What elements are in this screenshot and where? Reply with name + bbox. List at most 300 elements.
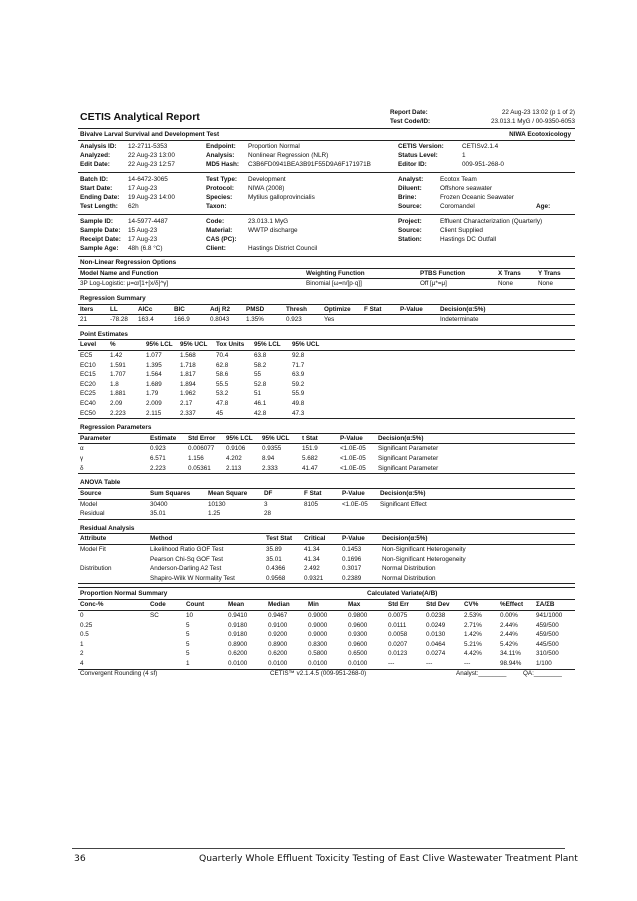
- table-cell: 0.9000: [308, 611, 328, 619]
- anova-body: [78, 499, 575, 519]
- proportion-summary-body: [78, 610, 575, 669]
- table-cell: 35.89: [266, 546, 282, 554]
- residual-analysis-header-row: [78, 534, 575, 545]
- table-cell: 6.571: [150, 455, 166, 463]
- analyzed-value: 22 Aug-23 13:00: [128, 152, 175, 159]
- table-cell: 459/500: [536, 631, 559, 639]
- table-row: [78, 630, 575, 640]
- table-cell: 2: [80, 650, 84, 658]
- table-cell: 0.9200: [268, 631, 288, 639]
- sample-age-value: 48h (6.8 °C): [128, 245, 163, 252]
- anova-col-header: Mean Square: [206, 488, 262, 499]
- table-cell: 41.34: [304, 546, 320, 554]
- report-title: CETIS Analytical Report: [80, 111, 200, 123]
- table-cell: None: [536, 279, 575, 290]
- regression-summary-col-header: Iters: [78, 304, 108, 315]
- table-cell: 0.0249: [426, 621, 446, 629]
- table-cell: Significant Parameter: [376, 464, 575, 474]
- regression-parameters-col-header: P-Value: [338, 433, 376, 444]
- table-cell: <1.0E-05: [340, 455, 366, 463]
- test-code-row: [390, 118, 575, 126]
- receipt-date-label: Receipt Date:: [80, 236, 121, 243]
- table-row: [78, 315, 575, 326]
- anova-col-header: Source: [78, 488, 148, 499]
- cetis-report: [78, 108, 575, 670]
- table-cell: EC25: [80, 390, 96, 398]
- nlr-options-col-header: Weighting Function: [304, 268, 418, 279]
- proportion-summary-col-header: %Effect: [498, 600, 534, 611]
- table-cell: 1.25: [206, 509, 262, 519]
- table-cell: 0.6500: [348, 650, 368, 658]
- table-cell: 2.223: [108, 409, 144, 419]
- table-cell: 63.9: [292, 371, 305, 379]
- test-type-value: Development: [248, 176, 286, 183]
- nlr-options-col-header: Y Trans: [536, 268, 575, 279]
- table-cell: [398, 315, 438, 326]
- qa-signoff: QA:________: [523, 670, 562, 677]
- table-cell: 445/500: [536, 640, 559, 648]
- table-cell: -78.28: [108, 315, 136, 326]
- table-cell: 310/500: [536, 650, 559, 658]
- table-row: [78, 380, 575, 390]
- residual-analysis-col-header: P-Value: [340, 534, 380, 545]
- table-cell: 5: [186, 621, 190, 629]
- table-cell: Model: [80, 500, 98, 508]
- nlr-options-col-header: X Trans: [496, 268, 536, 279]
- proportion-summary-col-header: CV%: [462, 600, 498, 611]
- regression-summary-col-header: Decision(α:5%): [438, 304, 575, 315]
- table-cell: 58.2: [254, 361, 267, 369]
- cas-label: CAS (PC):: [206, 236, 237, 243]
- point-estimates-col-header: 95% UCL: [290, 340, 575, 351]
- endpoint-value: Proportion Normal: [248, 143, 300, 150]
- analyst-label: Analyst:: [398, 176, 424, 183]
- residual-analysis-col-header: Method: [148, 534, 264, 545]
- nlr-options-section: [78, 257, 575, 290]
- table-cell: 59.2: [292, 380, 305, 388]
- regression-parameters-col-header: t Stat: [300, 433, 338, 444]
- point-estimates-section: [78, 329, 575, 419]
- table-cell: Anderson-Darling A2 Test: [150, 565, 222, 573]
- md5-value: C3B6FD0941BEA3B91F55D9A6F171971B: [248, 161, 371, 168]
- table-cell: 5.21%: [464, 640, 482, 648]
- table-cell: <1.0E-05: [342, 500, 368, 508]
- page-number: 36: [74, 853, 86, 864]
- client-label: Client:: [206, 245, 226, 252]
- table-cell: 55.9: [292, 390, 305, 398]
- table-cell: 5.42%: [500, 640, 518, 648]
- table-row: [78, 545, 575, 555]
- table-cell: 45: [214, 409, 252, 419]
- batch-id-label: Batch ID:: [80, 176, 109, 183]
- station-label: Station:: [398, 236, 422, 243]
- residual-analysis-col-header: Test Stat: [264, 534, 302, 545]
- table-cell: 1/100: [534, 659, 575, 669]
- table-cell: <1.0E-05: [340, 445, 366, 453]
- proportion-summary-col-header: Std Dev: [424, 600, 462, 611]
- point-estimates-col-header: 95% LCL: [144, 340, 178, 351]
- start-date-label: Start Date:: [80, 185, 113, 192]
- table-cell: 3: [264, 500, 268, 508]
- table-cell: Model Fit: [80, 546, 106, 554]
- nlr-options-col-header: PTBS Function: [418, 268, 496, 279]
- table-cell: ---: [386, 659, 424, 669]
- start-date-value: 17 Aug-23: [128, 185, 158, 192]
- table-cell: 52.8: [254, 380, 267, 388]
- table-cell: 47.3: [290, 409, 575, 419]
- table-cell: 0: [80, 611, 84, 619]
- md5-label: MD5 Hash:: [206, 161, 240, 168]
- table-cell: 10130: [208, 500, 226, 508]
- table-cell: 0.2389: [340, 574, 380, 584]
- table-row: [78, 454, 575, 464]
- table-cell: 21: [78, 315, 108, 326]
- editor-id-label: Editor ID:: [398, 161, 427, 168]
- table-cell: 0.9106: [226, 445, 246, 453]
- table-cell: 0.6200: [268, 650, 288, 658]
- analysis-id-label: Analysis ID:: [80, 143, 117, 150]
- table-cell: 1.568: [180, 352, 196, 360]
- table-cell: 0.5: [80, 631, 89, 639]
- sample-source-label: Source:: [398, 227, 422, 234]
- protocol-value: NIWA (2008): [248, 185, 285, 192]
- analyst-value: Ecotox Team: [440, 176, 477, 183]
- lab-name: NIWA Ecotoxicology: [509, 131, 571, 138]
- table-cell: 2.71%: [464, 621, 482, 629]
- regression-summary-col-header: Adj R2: [208, 304, 244, 315]
- ending-date-value: 19 Aug-23 14:00: [128, 194, 175, 201]
- proportion-summary-col-header: Mean: [226, 600, 266, 611]
- proportion-summary-col-header: Max: [346, 600, 386, 611]
- analyzed-label: Analyzed:: [80, 152, 111, 159]
- point-estimates-col-header: 95% UCL: [178, 340, 214, 351]
- table-cell: 0.0238: [426, 611, 446, 619]
- anova-col-header: Decision(α:5%): [378, 488, 575, 499]
- table-cell: 2.115: [144, 409, 178, 419]
- proportion-summary-table: [78, 599, 575, 669]
- test-length-value: 62h: [128, 203, 139, 210]
- receipt-date-value: 17 Aug-23: [128, 236, 158, 243]
- sample-date-label: Sample Date:: [80, 227, 121, 234]
- regression-parameters-col-header: Estimate: [148, 433, 186, 444]
- table-cell: [148, 621, 184, 631]
- table-cell: [378, 509, 575, 519]
- analysis-value: Nonlinear Regression (NLR): [248, 152, 329, 159]
- table-cell: 0.9100: [268, 621, 288, 629]
- proportion-summary-title: Proportion Normal Summary: [80, 590, 168, 598]
- document-title: Quarterly Whole Effluent Toxicity Testing of East Clive Wastewater Treatment Plant: [199, 853, 578, 864]
- table-cell: [340, 509, 378, 519]
- table-cell: [148, 649, 184, 659]
- table-cell: Binomial [ω=n/[p·q]]: [304, 279, 418, 290]
- table-cell: EC20: [80, 380, 96, 388]
- table-cell: Significant Effect: [380, 500, 427, 508]
- sample-id-label: Sample ID:: [80, 218, 114, 225]
- table-cell: 0.9300: [348, 631, 368, 639]
- table-cell: Off [μ*=μ]: [418, 279, 496, 290]
- table-cell: 0.0100: [266, 659, 306, 669]
- table-cell: 0.9568: [264, 574, 302, 584]
- table-cell: Non-Significant Heterogeneity: [382, 546, 466, 554]
- table-cell: 0.6200: [228, 650, 248, 658]
- regression-summary-table: [78, 304, 575, 326]
- analysis-block: [78, 141, 575, 173]
- table-cell: 34.11%: [500, 650, 521, 658]
- table-cell: [78, 574, 148, 584]
- table-cell: 0.1696: [342, 555, 362, 563]
- table-cell: 35.01: [266, 555, 282, 563]
- table-cell: 0.8300: [308, 640, 328, 648]
- table-cell: 0.006077: [188, 445, 215, 453]
- sample-age-label: Sample Age:: [80, 245, 119, 252]
- point-estimates-header-row: [78, 340, 575, 351]
- brine-label: Brine:: [398, 194, 417, 201]
- proportion-summary-col-header: Std Err: [386, 600, 424, 611]
- table-row: [78, 389, 575, 399]
- anova-table: [78, 488, 575, 520]
- nlr-options-body: [78, 279, 575, 290]
- table-cell: 151.9: [302, 445, 318, 453]
- table-cell: 0.0111: [388, 621, 407, 629]
- table-cell: 4: [78, 659, 148, 669]
- table-cell: 41.47: [300, 464, 338, 474]
- regression-summary-col-header: Thresh: [284, 304, 322, 315]
- table-cell: 0.9355: [262, 445, 282, 453]
- table-cell: [302, 509, 340, 519]
- table-cell: Normal Distribution: [382, 565, 436, 573]
- table-cell: 0.9321: [302, 574, 340, 584]
- edit-date-value: 22 Aug-23 12:57: [128, 161, 175, 168]
- regression-summary-col-header: PMSD: [244, 304, 284, 315]
- table-cell: Non-Significant Heterogeneity: [382, 555, 466, 563]
- proportion-summary-col-header: Code: [148, 600, 184, 611]
- proportion-summary-col-header: ΣA/ΣB: [534, 600, 575, 611]
- table-cell: γ: [80, 455, 84, 463]
- table-cell: 1.591: [110, 361, 126, 369]
- table-cell: 1.42%: [464, 631, 482, 639]
- source-label: Source:: [398, 203, 422, 210]
- table-row: [78, 509, 575, 519]
- table-cell: 1.689: [146, 380, 162, 388]
- regression-parameters-table: [78, 433, 575, 474]
- regression-summary-body: [78, 315, 575, 326]
- regression-parameters-section: [78, 422, 575, 474]
- table-cell: Residual: [78, 509, 148, 519]
- table-cell: 35.01: [148, 509, 206, 519]
- table-cell: 98.94%: [498, 659, 534, 669]
- table-cell: 0.3017: [342, 565, 362, 573]
- species-value: Mytilus galloprovincialis: [248, 194, 315, 201]
- table-row: [78, 361, 575, 371]
- code-label: Code:: [206, 218, 225, 225]
- table-row: [78, 659, 575, 669]
- nlr-options-col-header: Model Name and Function: [78, 268, 304, 279]
- table-cell: None: [496, 279, 536, 290]
- regression-parameters-title: Regression Parameters: [80, 424, 152, 432]
- table-cell: [148, 640, 184, 650]
- table-cell: Distribution: [80, 565, 112, 573]
- table-cell: 63.8: [254, 352, 267, 360]
- regression-summary-col-header: LL: [108, 304, 136, 315]
- table-cell: 2.44%: [500, 631, 518, 639]
- table-cell: 2.53%: [464, 611, 482, 619]
- table-cell: 2.113: [224, 464, 260, 474]
- nlr-options-header-row: [78, 268, 575, 279]
- table-cell: EC10: [80, 361, 96, 369]
- cetis-version-label: CETIS Version:: [398, 143, 444, 150]
- residual-analysis-col-header: Decision(α:5%): [380, 534, 575, 545]
- table-cell: 0.9467: [268, 611, 288, 619]
- calculated-variate-title: Calculated Variate(A/B): [367, 590, 438, 598]
- table-cell: ---: [424, 659, 462, 669]
- table-cell: 0.8900: [228, 640, 248, 648]
- regression-summary-col-header: F Stat: [362, 304, 398, 315]
- table-cell: 2.223: [148, 464, 186, 474]
- rounding-note: Convergent Rounding (4 sf): [80, 670, 158, 677]
- regression-summary-col-header: P-Value: [398, 304, 438, 315]
- table-row: [78, 399, 575, 409]
- table-cell: 0.9800: [348, 611, 368, 619]
- table-cell: 58.6: [216, 371, 229, 379]
- regression-parameters-col-header: 95% UCL: [260, 433, 300, 444]
- table-cell: 49.8: [292, 400, 305, 408]
- table-cell: 1.707: [110, 371, 126, 379]
- point-estimates-table: [78, 339, 575, 419]
- table-cell: Indeterminate: [438, 315, 575, 326]
- diluent-label: Diluent:: [398, 185, 422, 192]
- test-code-label: Test Code/ID:: [390, 118, 431, 125]
- table-cell: 28: [262, 509, 302, 519]
- anova-col-header: P-Value: [340, 488, 378, 499]
- table-cell: 47.8: [216, 400, 229, 408]
- table-cell: Yes: [322, 315, 362, 326]
- table-cell: 8105: [304, 500, 319, 508]
- proportion-summary-col-header: Count: [184, 600, 226, 611]
- table-cell: 0.8043: [208, 315, 244, 326]
- source-value: Coromandel: [440, 203, 475, 210]
- regression-parameters-col-header: 95% LCL: [224, 433, 260, 444]
- table-cell: 62.8: [216, 361, 229, 369]
- table-cell: 1.564: [146, 371, 162, 379]
- table-cell: 0.0274: [426, 650, 446, 658]
- regression-summary-section: [78, 293, 575, 326]
- regression-summary-header-row: [78, 304, 575, 315]
- table-cell: 0.05361: [186, 464, 224, 474]
- sample-block: [78, 215, 575, 257]
- edit-date-label: Edit Date:: [80, 161, 110, 168]
- table-row: [78, 649, 575, 659]
- cetis-version-value: CETISv2.1.4: [462, 143, 499, 150]
- age-label: Age:: [536, 203, 551, 210]
- report-date-row: [390, 109, 575, 117]
- test-length-label: Test Length:: [80, 203, 118, 210]
- table-cell: 4.202: [226, 455, 242, 463]
- table-cell: Likelihood Ratio GOF Test: [150, 546, 224, 554]
- table-cell: 2.333: [260, 464, 300, 474]
- anova-header-row: [78, 488, 575, 499]
- anova-section: [78, 477, 575, 519]
- code-value: 23.013.1 MyG: [248, 218, 289, 225]
- table-cell: 41.34: [304, 555, 320, 563]
- table-cell: <1.0E-05: [338, 464, 376, 474]
- table-cell: 8.94: [262, 455, 275, 463]
- table-cell: 459/500: [536, 621, 559, 629]
- table-row: [78, 499, 575, 509]
- table-cell: 2.492: [304, 565, 320, 573]
- table-cell: 4.42%: [464, 650, 482, 658]
- client-value: Hastings District Council: [248, 245, 318, 252]
- table-row: [78, 621, 575, 631]
- regression-parameters-header-row: [78, 433, 575, 444]
- table-cell: EC50: [78, 409, 108, 419]
- table-cell: ---: [462, 659, 498, 669]
- table-cell: 0.9000: [308, 631, 328, 639]
- table-cell: 46.1: [254, 400, 267, 408]
- residual-analysis-col-header: Attribute: [78, 534, 148, 545]
- material-value: WWTP discharge: [248, 227, 298, 234]
- status-level-value: 1: [462, 152, 466, 159]
- table-cell: 0.9600: [348, 640, 368, 648]
- table-cell: 51: [254, 390, 262, 398]
- residual-analysis-table: [78, 533, 575, 584]
- test-type-label: Test Type:: [206, 176, 238, 183]
- table-cell: Pearson Chi-Sq GOF Test: [150, 555, 224, 563]
- brine-value: Frozen Oceanic Seawater: [440, 194, 514, 201]
- residual-analysis-body: [78, 545, 575, 584]
- table-cell: 1: [184, 659, 226, 669]
- table-cell: EC40: [80, 400, 96, 408]
- regression-summary-col-header: AICc: [136, 304, 172, 315]
- regression-parameters-body: [78, 444, 575, 474]
- table-cell: 0.1453: [342, 546, 362, 554]
- table-cell: δ: [78, 464, 148, 474]
- table-cell: 10: [186, 611, 194, 619]
- table-cell: 0.4366: [266, 565, 286, 573]
- project-label: Project:: [398, 218, 422, 225]
- endpoint-label: Endpoint:: [206, 143, 236, 150]
- table-cell: 92.8: [292, 352, 305, 360]
- page-footer-rule: [72, 848, 565, 849]
- table-cell: 0.923: [150, 445, 166, 453]
- analysis-id-value: 12-2711-5353: [128, 143, 168, 150]
- table-cell: 2.17: [180, 400, 193, 408]
- table-cell: 1.077: [146, 352, 162, 360]
- project-value: Effluent Characterization (Quarterly): [440, 218, 543, 225]
- table-cell: Significant Parameter: [378, 455, 439, 463]
- table-row: [78, 444, 575, 454]
- table-cell: 1.79: [146, 390, 159, 398]
- table-cell: [362, 315, 398, 326]
- protocol-label: Protocol:: [206, 185, 235, 192]
- table-cell: 2.009: [146, 400, 162, 408]
- regression-summary-title: Regression Summary: [80, 294, 146, 302]
- table-cell: 0.5800: [308, 650, 328, 658]
- anova-col-header: Sum Squares: [148, 488, 206, 499]
- cetis-version-footer: CETIS™ v2.1.4.5 (009-951-268-0): [270, 670, 367, 677]
- test-name-band: [78, 128, 575, 141]
- table-cell: 5.682: [302, 455, 318, 463]
- point-estimates-col-header: 95% LCL: [252, 340, 290, 351]
- proportion-summary-col-header: Median: [266, 600, 306, 611]
- table-cell: 1: [80, 640, 84, 648]
- table-cell: 1.817: [180, 371, 196, 379]
- proportion-summary-col-header: Conc-%: [78, 600, 148, 611]
- table-cell: 0.0207: [388, 640, 408, 648]
- table-cell: 1.156: [188, 455, 204, 463]
- table-row: [78, 610, 575, 620]
- taxon-label: Taxon:: [206, 203, 227, 210]
- table-cell: 0.0123: [388, 650, 408, 658]
